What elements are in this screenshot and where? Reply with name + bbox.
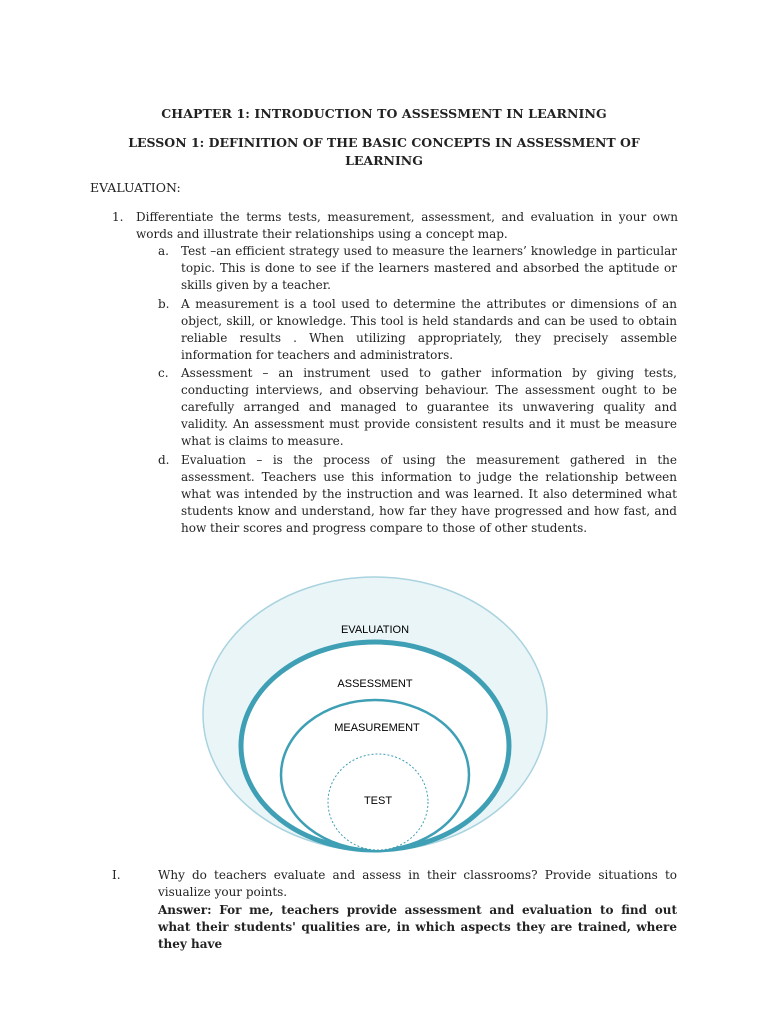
item-letter-b: b. bbox=[158, 297, 170, 311]
question-I-number: I. bbox=[112, 868, 121, 882]
concept-map bbox=[200, 574, 550, 854]
test-label: TEST bbox=[363, 795, 393, 807]
question-number: 1. bbox=[112, 210, 124, 224]
lesson-title: LESSON 1: DEFINITION OF THE BASIC CONCEPTS IN ASSESSMENT OF LEARNING bbox=[128, 135, 640, 168]
evaluation-label: EVALUATION bbox=[340, 624, 410, 636]
question-I-text: Why do teachers evaluate and assess in their classrooms? Provide situations to visualize your points. bbox=[158, 868, 677, 899]
question-text: Differentiate the terms tests, measurement, assessment, and evaluation in your own words and illustrate their relationships using a concept map. bbox=[136, 210, 678, 241]
item-measurement-definition: A measurement is a tool used to determine the attributes or dimensions of an object, skill, or knowledge. This tool is held standards and can be used to obtain reliable results . When utilizing appropriately, they precisely assemble information for teachers and administrators. bbox=[181, 297, 677, 362]
question-I-answer: Answer: For me, teachers provide assessment and evaluation to find out what their students' qualities are, in which aspects they are trained, where they have bbox=[158, 903, 677, 951]
section-label: EVALUATION: bbox=[90, 180, 181, 195]
item-test-definition: Test –an efficient strategy used to measure the learners’ knowledge in particular topic. This is done to see if the learners mastered and absorbed the aptitude or skills given by a teacher. bbox=[181, 244, 677, 292]
item-letter-c: c. bbox=[158, 366, 169, 380]
item-letter-a: a. bbox=[158, 244, 169, 258]
item-evaluation-definition: Evaluation – is the process of using the measurement gathered in the assessment. Teachers use this information to judge the relationship between what was intended by the instruction and was learned. It also determined what students know and understand, how far they have progressed and how fast, and how their scores and progress compare to those of other students. bbox=[181, 453, 677, 535]
chapter-title: CHAPTER 1: INTRODUCTION TO ASSESSMENT IN LEARNING bbox=[161, 106, 607, 121]
item-assessment-definition: Assessment – an instrument used to gather information by giving tests, conducting interviews, and observing behaviour. The assessment ought to be carefully arranged and managed to guarantee its unwavering quality and validity. An assessment must provide consistent results and it must be measure what is claims to measure. bbox=[181, 366, 677, 448]
item-letter-d: d. bbox=[158, 453, 170, 467]
measurement-label: MEASUREMENT bbox=[334, 722, 420, 734]
assessment-label: ASSESSMENT bbox=[337, 678, 413, 690]
